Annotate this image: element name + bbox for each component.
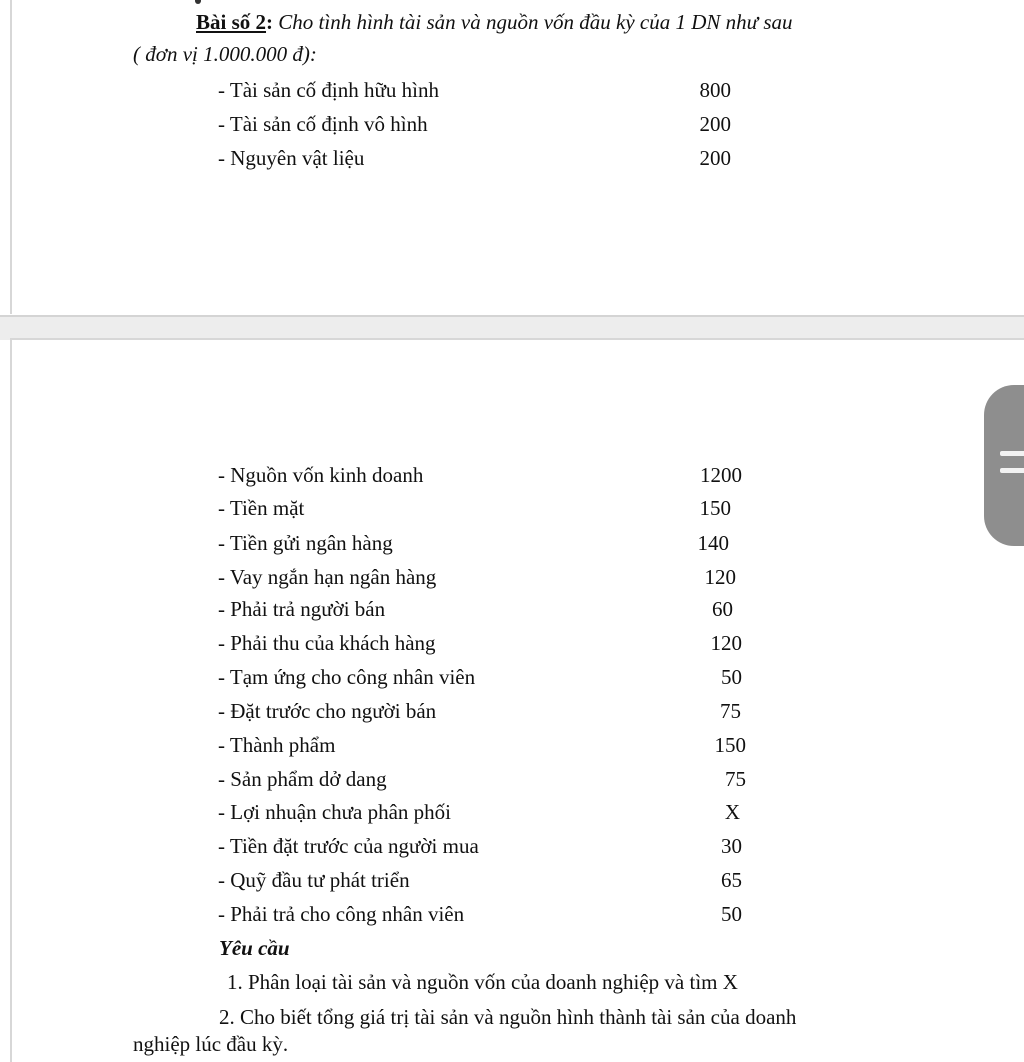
item-name: - Phải thu của khách hàng <box>218 631 436 655</box>
item-value: 30 <box>721 834 742 858</box>
exercise-description: Cho tình hình tài sản và nguồn vốn đầu kỳ của 1 DN như sau <box>273 10 793 34</box>
document-page-bottom <box>10 338 1024 1062</box>
handle-bar-icon <box>1000 468 1024 473</box>
item-name: - Nguồn vốn kinh doanh <box>218 463 424 487</box>
item-value: 120 <box>704 565 736 589</box>
item-value: 200 <box>699 146 731 170</box>
item-value: 150 <box>699 496 731 520</box>
item-value: 50 <box>721 665 742 689</box>
item-name: - Quỹ đầu tư phát triển <box>218 868 410 892</box>
item-value: 1200 <box>700 463 742 487</box>
item-value: 65 <box>721 868 742 892</box>
item-name: - Sản phẩm dở dang <box>218 767 387 791</box>
item-name: - Tiền mặt <box>218 496 305 520</box>
requirements-title: Yêu cầu <box>219 936 290 960</box>
item-value: 75 <box>720 699 741 723</box>
item-value: 120 <box>710 631 742 655</box>
item-name: - Phải trả người bán <box>218 597 386 621</box>
item-name: - Tiền đặt trước của người mua <box>218 834 479 858</box>
item-name: - Tài sản cố định vô hình <box>218 112 428 136</box>
exercise-label: Bài số 2 <box>196 10 267 34</box>
item-name: - Lợi nhuận chưa phân phối <box>218 800 452 824</box>
item-value: 60 <box>712 597 733 621</box>
item-value: 150 <box>714 733 746 757</box>
side-panel-handle[interactable] <box>984 385 1024 546</box>
item-value: 75 <box>725 767 746 791</box>
item-value: X <box>724 800 740 824</box>
item-name: - Tiền gửi ngân hàng <box>218 531 393 555</box>
requirement-1: 1. Phân loại tài sản và nguồn vốn của doanh nghiệp và tìm X <box>227 970 738 994</box>
item-name: - Đặt trước cho người bán <box>218 699 437 723</box>
item-name: - Nguyên vật liệu <box>218 146 365 170</box>
unit-note: ( đơn vị 1.000.000 đ): <box>133 42 317 66</box>
requirement-2-line-2: nghiệp lúc đầu kỳ. <box>133 1032 289 1056</box>
item-value: 200 <box>699 112 731 136</box>
requirement-2-line-1: 2. Cho biết tổng giá trị tài sản và nguồn hình thành tài sản của doanh <box>219 1005 797 1029</box>
item-name: - Thành phẩm <box>218 733 336 757</box>
page-gap <box>0 315 1024 340</box>
item-name: - Tài sản cố định hữu hình <box>218 78 439 102</box>
item-name: - Tạm ứng cho công nhân viên <box>218 665 476 689</box>
item-name: - Phải trả cho công nhân viên <box>218 902 465 926</box>
item-name: - Vay ngắn hạn ngân hàng <box>218 565 437 589</box>
handle-bar-icon <box>1000 451 1024 456</box>
item-value: 50 <box>721 902 742 926</box>
item-value: 140 <box>697 531 729 555</box>
exercise-colon: : <box>266 10 274 34</box>
exercise-title <box>196 12 793 33</box>
item-value: 800 <box>699 78 731 102</box>
